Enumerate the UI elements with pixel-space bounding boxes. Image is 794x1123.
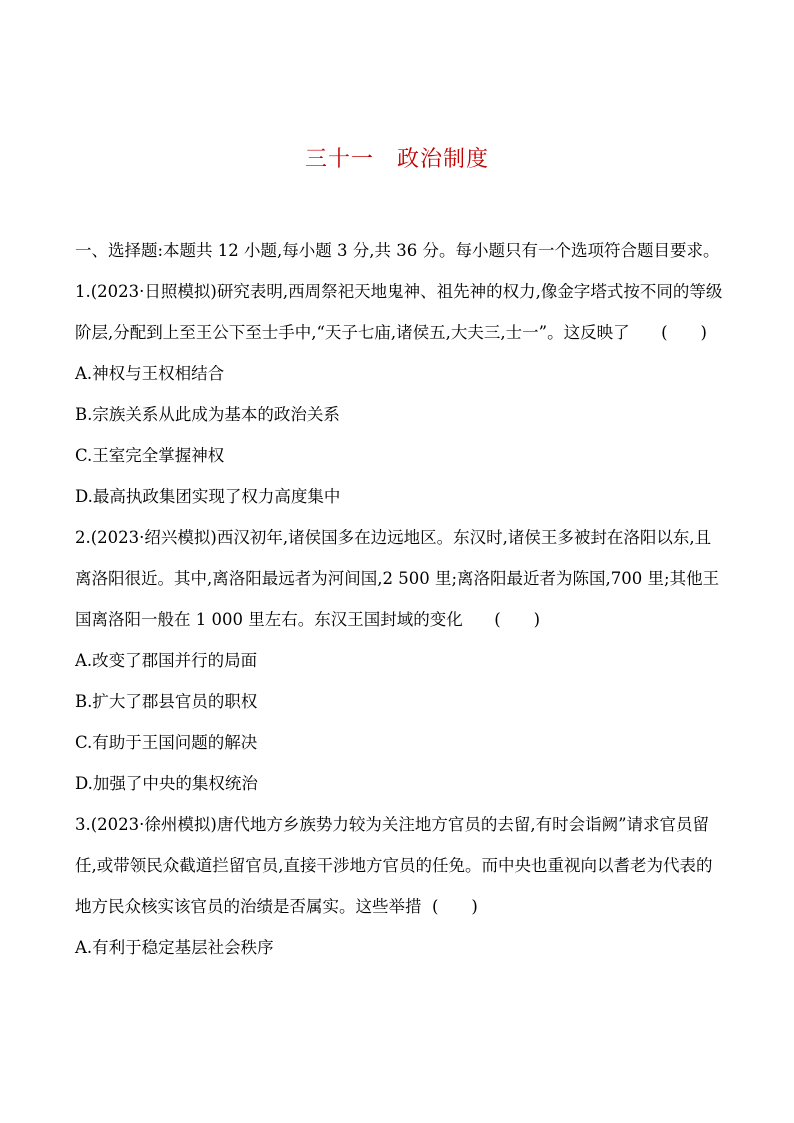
answer-blank: ( ) — [432, 897, 478, 916]
option-a: A.有利于稳定基层社会秩序 — [75, 938, 274, 957]
question-stem-text: 2.(2023·绍兴模拟)西汉初年,诸侯国多在边远地区。东汉时,诸侯王多被封在洛阳以东,且离洛阳很近。其中,离洛阳最远者为河间国,2 500 里;离洛阳最近者为陈国,700 里;其他王国离洛阳一般在 1 000 里左右。东汉王国封域的变化 — [75, 528, 720, 629]
question-stem — [75, 517, 723, 640]
answer-blank: ( ) — [494, 610, 541, 629]
option-a: A.改变了郡国并行的局面 — [75, 651, 258, 670]
answer-blank: ( ) — [661, 323, 707, 342]
option-b: B.扩大了郡县官员的职权 — [75, 692, 258, 711]
option-a: A.神权与王权相结合 — [75, 364, 225, 383]
question-stem — [75, 804, 723, 927]
question-3 — [75, 804, 723, 968]
question-stem — [75, 271, 723, 353]
option-c: C.王室完全掌握神权 — [75, 446, 225, 465]
option-c: C.有助于王国问题的解决 — [75, 733, 258, 752]
question-2 — [75, 517, 723, 804]
option-d: D.最高执政集团实现了权力高度集中 — [75, 487, 341, 506]
option-b: B.宗族关系从此成为基本的政治关系 — [75, 405, 340, 424]
question-stem-text: 1.(2023·日照模拟)研究表明,西周祭祀天地鬼神、祖先神的权力,像金字塔式按不同的等级阶层,分配到上至王公下至士手中,“天子七庙,诸侯五,大夫三,士一”。这反映了 — [75, 282, 723, 342]
section-intro: 一、选择题:本题共 12 小题,每小题 3 分,共 36 分。每小题只有一个选项符合题目要求。 — [75, 241, 720, 260]
page-title: 三十一 政治制度 — [304, 147, 489, 172]
document-body — [75, 230, 723, 968]
option-d: D.加强了中央的集权统治 — [75, 774, 258, 793]
question-stem-text: 3.(2023·徐州模拟)唐代地方乡族势力较为关注地方官员的去留,有时会诣阙”请求官员留任,或带领民众截道拦留官员,直接干涉地方官员的任免。而中央也重视向以耆老为代表的地方民众核实该官员的治绩是否属实。这些举措 — [75, 815, 713, 916]
question-1 — [75, 271, 723, 517]
